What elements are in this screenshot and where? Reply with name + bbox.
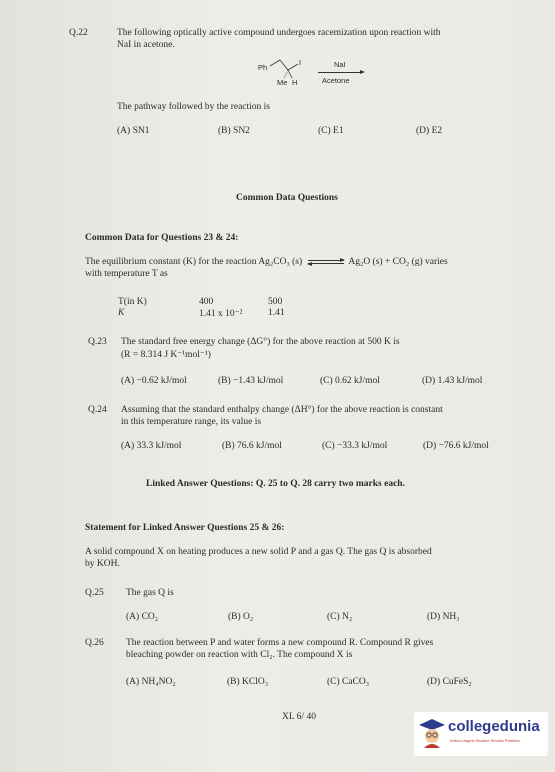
question-text: bleaching powder on reaction with Cl₂. The compound X is [126,650,353,660]
option-b[interactable]: (B) 76.6 kJ/mol [222,441,282,451]
logo-tagline: India's largest Student Review Platform [450,738,520,743]
question-text: NaI in acetone. [117,40,175,50]
student-avatar-icon [418,718,446,748]
option-a[interactable]: (A) 33.3 kJ/mol [121,441,182,451]
equation-left: The equilibrium constant (K) for the reaction Ag₂CO₃ (s) [85,257,303,267]
equation-right: Ag₂O (s) + CO₂ (g) varies [348,257,448,267]
option-c[interactable]: (C) −33.3 kJ/mol [322,441,388,451]
option-b[interactable]: (B) KClO₃ [227,677,269,687]
option-d[interactable]: (D) CuFeS₂ [427,677,472,687]
question-text: The standard free energy change (ΔG°) for the above reaction at 500 K is [121,337,400,347]
section-heading: Common Data Questions [236,193,338,203]
option-d[interactable]: (D) NH₃ [427,612,460,622]
label-i: I [299,58,302,67]
question-text: The following optically active compound undergoes racemization upon reaction with [117,28,441,38]
table-cell: 500 [268,297,283,307]
table-header-k: K [118,308,125,318]
option-a[interactable]: (A) NH₄NO₂ [126,677,176,687]
option-b[interactable]: (B) −1.43 kJ/mol [218,376,284,386]
option-d[interactable]: (D) E2 [416,126,443,136]
section-heading: Linked Answer Questions: Q. 25 to Q. 28 carry two marks each. [146,479,405,489]
question-text: (R = 8.314 J K⁻¹mol⁻¹) [121,350,211,360]
table-header-t: T(in K) [118,297,147,307]
label-h: H [292,78,298,87]
statement-text: by KOH. [85,559,120,569]
logo-wordmark: collegedunia [448,718,540,735]
equilibrium-text: with temperature T as [85,269,168,279]
equilibrium-arrow-icon [308,259,344,265]
question-text: Assuming that the standard enthalpy change (ΔH°) for the above reaction is constant [121,405,443,415]
option-a[interactable]: (A) SN1 [117,126,150,136]
label-me: Me [277,78,288,87]
table-cell: 400 [199,297,214,307]
option-c[interactable]: (C) N₂ [327,612,353,622]
question-text: The gas Q is [126,588,174,598]
equilibrium-text [85,257,448,267]
option-b[interactable]: (B) SN2 [218,126,250,136]
question-text: The reaction between P and water forms a new compound R. Compound R gives [126,638,434,648]
option-a[interactable]: (A) CO₂ [126,612,159,622]
question-number: Q.25 [85,588,104,598]
common-data-title: Common Data for Questions 23 & 24: [85,233,239,243]
option-c[interactable]: (C) E1 [318,126,344,136]
statement-text: A solid compound X on heating produces a new solid P and a gas Q. The gas Q is absorbed [85,547,432,557]
reaction-arrow [318,72,362,73]
page-footer: XL 6/ 40 [282,712,316,722]
option-d[interactable]: (D) 1.43 kJ/mol [422,376,483,386]
option-c[interactable]: (C) CaCO₃ [327,677,370,687]
question-number: Q.26 [85,638,104,648]
label-ph: Ph [258,63,268,72]
table-cell: 1.41 [268,308,285,318]
question-number: Q.24 [88,405,107,415]
reagent-label: NaI [334,60,346,69]
solvent-label: Acetone [322,76,350,85]
table-cell: 1.41 x 10⁻² [199,309,243,319]
arrow-head-icon [360,70,365,74]
question-text: in this temperature range, its value is [121,417,262,427]
statement-title: Statement for Linked Answer Questions 25 & 26: [85,523,285,533]
option-d[interactable]: (D) −76.6 kJ/mol [423,441,489,451]
option-a[interactable]: (A) −0.62 kJ/mol [121,376,187,386]
question-number: Q.22 [69,28,88,38]
option-c[interactable]: (C) 0.62 kJ/mol [320,376,380,386]
question-number: Q.23 [88,337,107,347]
question-text: The pathway followed by the reaction is [117,102,271,112]
option-b[interactable]: (B) O₂ [228,612,254,622]
reaction-scheme [250,52,370,92]
collegedunia-logo [414,712,548,756]
